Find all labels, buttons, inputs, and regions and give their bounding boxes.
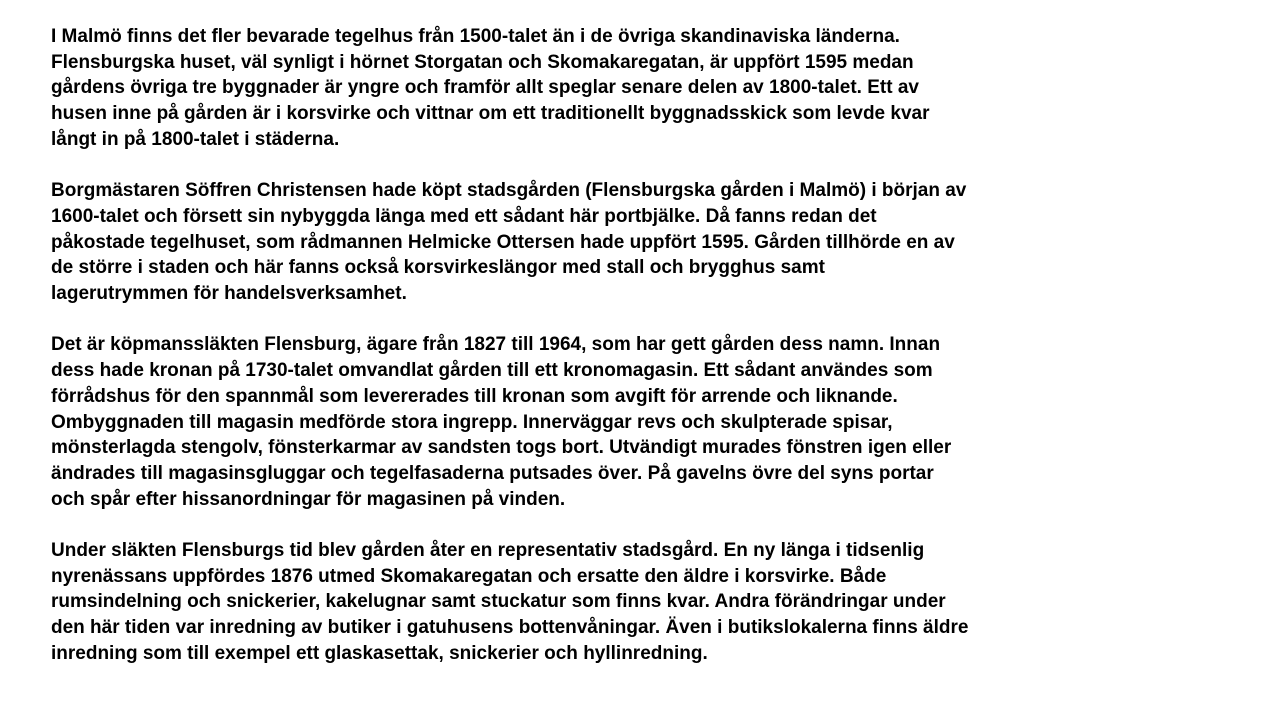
text-line: rumsindelning och snickerier, kakelugnar samt stuckatur som finns kvar. Andra förändringar under (51, 591, 946, 613)
text-line: lagerutrymmen för handelsverksamhet. (51, 283, 407, 305)
text-line: och spår efter hissanordningar för magasinen på vinden. (51, 488, 566, 510)
text-line: gårdens övriga tre byggnader är yngre och framför allt speglar senare delen av 1800-talet. Ett av (51, 77, 919, 99)
text-line: påkostade tegelhuset, som rådmannen Helmicke Ottersen hade uppfört 1595. Gården tillhörde en av (51, 231, 955, 253)
text-line: 1600-talet och försett sin nybyggda länga med ett sådant här portbjälke. Då fanns redan det (51, 205, 877, 227)
text-line: I Malmö finns det fler bevarade tegelhus från 1500-talet än i de övriga skandinaviska länderna. (51, 26, 900, 47)
text-line: mönsterlagda stengolv, fönsterkarmar av sandsten togs bort. Utvändigt murades fönstren igen eller (51, 437, 952, 459)
paragraph-4 (51, 538, 1251, 667)
text-line: långt in på 1800-talet i städerna. (51, 128, 340, 150)
text-line: förrådshus för den spannmål som levererades till kronan som avgift för arrende och liknande. (51, 385, 898, 407)
text-line: Det är köpmanssläkten Flensburg, ägare från 1827 till 1964, som har gett gården dess namn. Innan (51, 334, 941, 356)
text-line: de större i staden och här fanns också korsvirkeslängor med stall och brygghus samt (51, 257, 825, 279)
text-line: dess hade kronan på 1730-talet omvandlat gården till ett kronomagasin. Ett sådant användes som (51, 360, 933, 382)
text-line: Under släkten Flensburgs tid blev gården åter en representativ stadsgård. En ny länga i tidsenlig (51, 540, 925, 562)
text-line: den här tiden var inredning av butiker i gatuhusens bottenvåningar. Även i butikslokalerna finns äldre (51, 617, 969, 639)
text-line: ändrades till magasinsgluggar och tegelfasaderna putsades över. På gavelns övre del syns portar (51, 462, 934, 484)
text-body (51, 24, 1251, 667)
text-line: Ombyggnaden till magasin medförde stora ingrepp. Innerväggar revs och skulpterade spisar, (51, 411, 893, 433)
text-line: husen inne på gården är i korsvirke och vittnar om ett traditionellt byggnadsskick som levde kvar (51, 103, 930, 125)
paragraph-3 (51, 332, 1251, 512)
paragraph-1 (51, 24, 1251, 153)
text-line: nyrenässans uppfördes 1876 utmed Skomakaregatan och ersatte den äldre i korsvirke. Både (51, 565, 887, 587)
text-line: Flensburgska huset, väl synligt i hörnet Storgatan och Skomakaregatan, är uppfört 1595 medan (51, 51, 914, 73)
paragraph-2 (51, 178, 1251, 307)
text-line: Borgmästaren Söffren Christensen hade köpt stadsgården (Flensburgska gården i Malmö) i början av (51, 180, 967, 202)
text-line: inredning som till exempel ett glaskasettak, snickerier och hyllinredning. (51, 642, 708, 664)
